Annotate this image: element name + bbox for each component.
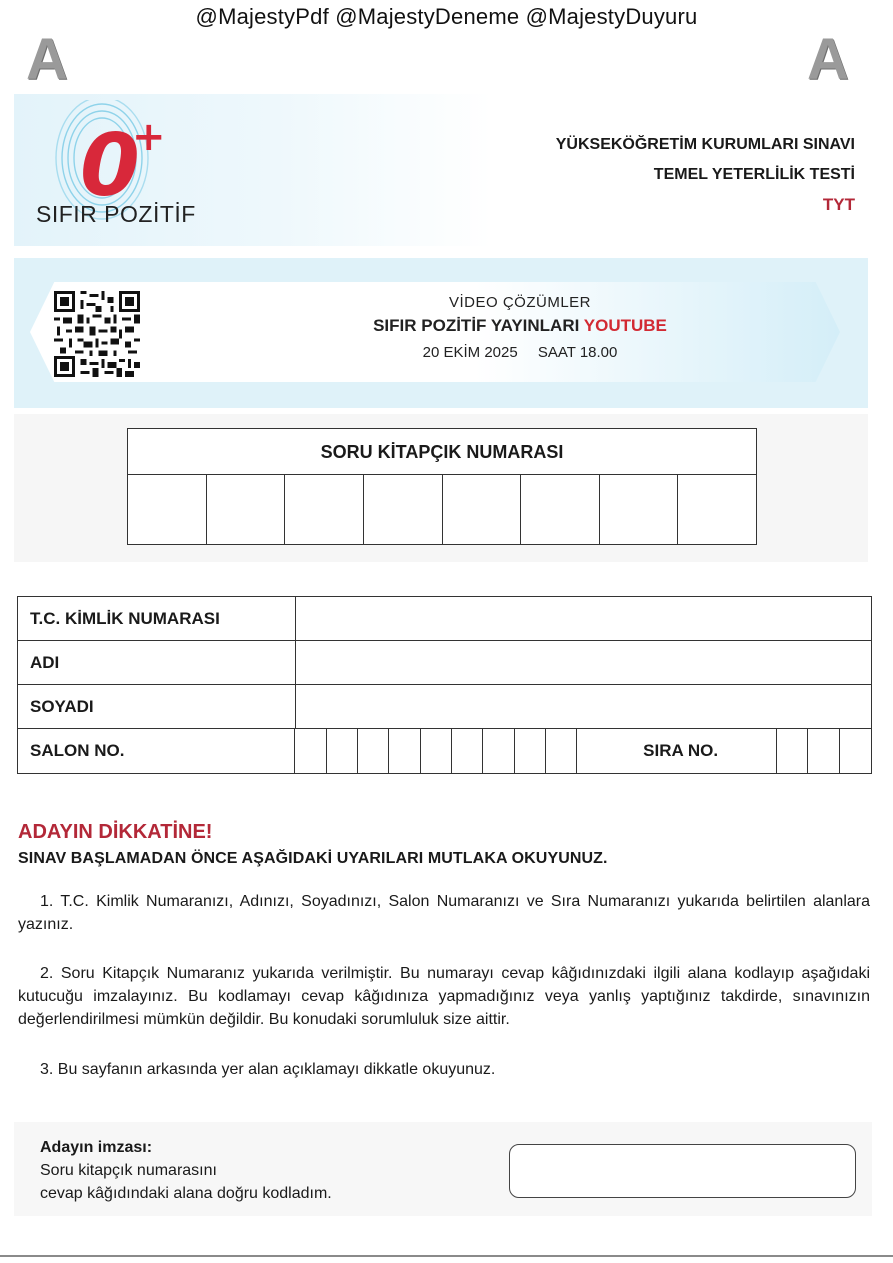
- video-time: SAAT 18.00: [537, 344, 618, 361]
- qr-code-icon[interactable]: [54, 291, 140, 377]
- logo-zero-mark: 0: [80, 116, 140, 216]
- salon-digit-box[interactable]: [389, 729, 420, 773]
- surname-row: [18, 685, 871, 729]
- booklet-cell[interactable]: [600, 475, 679, 544]
- sira-digit-box[interactable]: [777, 729, 808, 773]
- booklet-cell[interactable]: [207, 475, 286, 544]
- name-row: [18, 641, 871, 685]
- instruction-item-1: 1. T.C. Kimlik Numaranızı, Adınızı, Soyadınızı, Salon Numaranızı ve Sıra Numaranızı yukarıda belirtilen alanlara yazınız.: [18, 893, 870, 933]
- signature-text: [40, 1136, 332, 1205]
- salon-digit-box[interactable]: [358, 729, 389, 773]
- salon-digit-box[interactable]: [295, 729, 326, 773]
- exam-line-1: YÜKSEKÖĞRETİM KURUMLARI SINAVI: [555, 136, 855, 153]
- video-solutions-text: [300, 294, 740, 361]
- surname-input[interactable]: [296, 685, 871, 728]
- sira-label: SIRA NO.: [577, 729, 777, 773]
- booklet-letter-left: A: [26, 27, 68, 92]
- video-line-2: [300, 316, 740, 336]
- booklet-number-box: [127, 428, 757, 545]
- instruction-item-3: 3. Bu sayfanın arkasında yer alan açıklamayı dikkatle okuyunuz.: [40, 1061, 496, 1078]
- salon-label: SALON NO.: [18, 729, 295, 773]
- salon-digit-box[interactable]: [515, 729, 546, 773]
- page-bottom-divider: [0, 1255, 893, 1257]
- candidate-info-table: [17, 596, 872, 774]
- watermark-text: @MajestyPdf @MajestyDeneme @MajestyDuyuru: [195, 4, 698, 29]
- name-input[interactable]: [296, 641, 871, 684]
- youtube-link[interactable]: YOUTUBE: [583, 316, 667, 335]
- booklet-cell[interactable]: [443, 475, 522, 544]
- attention-subtitle: SINAV BAŞLAMADAN ÖNCE AŞAĞIDAKİ UYARILARI MUTLAKA OKUYUNUZ.: [18, 850, 608, 867]
- exam-title-block: [556, 130, 855, 220]
- signature-box[interactable]: [509, 1144, 856, 1198]
- attention-title: ADAYIN DİKKATİNE!: [18, 821, 213, 843]
- video-line-1: VİDEO ÇÖZÜMLER: [448, 294, 591, 311]
- salon-digit-box[interactable]: [546, 729, 577, 773]
- salon-digit-box[interactable]: [327, 729, 358, 773]
- logo-brand-text: SIFIR POZİTİF: [36, 201, 196, 227]
- booklet-cell[interactable]: [285, 475, 364, 544]
- booklet-number-cells: [128, 475, 756, 544]
- booklet-cell[interactable]: [521, 475, 600, 544]
- tc-row: [18, 597, 871, 641]
- booklet-cell[interactable]: [128, 475, 207, 544]
- publisher-name: SIFIR POZİTİF YAYINLARI: [373, 316, 580, 335]
- tc-input[interactable]: [296, 597, 871, 640]
- video-date-time: [300, 344, 740, 361]
- signature-line-2: cevap kâğıdındaki alana doğru kodladım.: [40, 1185, 332, 1202]
- salon-digit-box[interactable]: [421, 729, 452, 773]
- sira-digit-box[interactable]: [808, 729, 839, 773]
- salon-row: [18, 729, 871, 773]
- signature-line-1: Soru kitapçık numarasını: [40, 1162, 217, 1179]
- logo-plus-mark: +: [132, 114, 166, 160]
- booklet-cell[interactable]: [364, 475, 443, 544]
- instruction-item-2: 2. Soru Kitapçık Numaranız yukarıda verilmiştir. Bu numarayı cevap kâğıdınızdaki ilgili alana kodlayıp aşağıdaki kutucuğu imzalayınız. Bu kodlamayı cevap kâğıdınıza yapmadığınız veya yanlış yaptığınız takdirde, sınavınızın değerlendirilmesi mümkün değildir. Bu konudaki sorumluluk size aittir.: [18, 965, 870, 1028]
- tc-label: T.C. KİMLİK NUMARASI: [18, 597, 296, 640]
- booklet-number-title: SORU KİTAPÇIK NUMARASI: [128, 429, 756, 475]
- salon-digit-box[interactable]: [483, 729, 514, 773]
- exam-line-2: TEMEL YETERLİLİK TESTİ: [653, 166, 855, 183]
- salon-digit-box[interactable]: [452, 729, 483, 773]
- exam-line-tyt: TYT: [822, 195, 855, 214]
- name-label: ADI: [18, 641, 296, 684]
- sira-digit-box[interactable]: [840, 729, 871, 773]
- video-date: 20 EKİM 2025: [422, 344, 518, 361]
- booklet-letter-right: A: [807, 27, 849, 92]
- signature-heading: Adayın imzası:: [40, 1139, 153, 1156]
- salon-sira-fields: [295, 729, 871, 773]
- surname-label: SOYADI: [18, 685, 296, 728]
- booklet-cell[interactable]: [678, 475, 756, 544]
